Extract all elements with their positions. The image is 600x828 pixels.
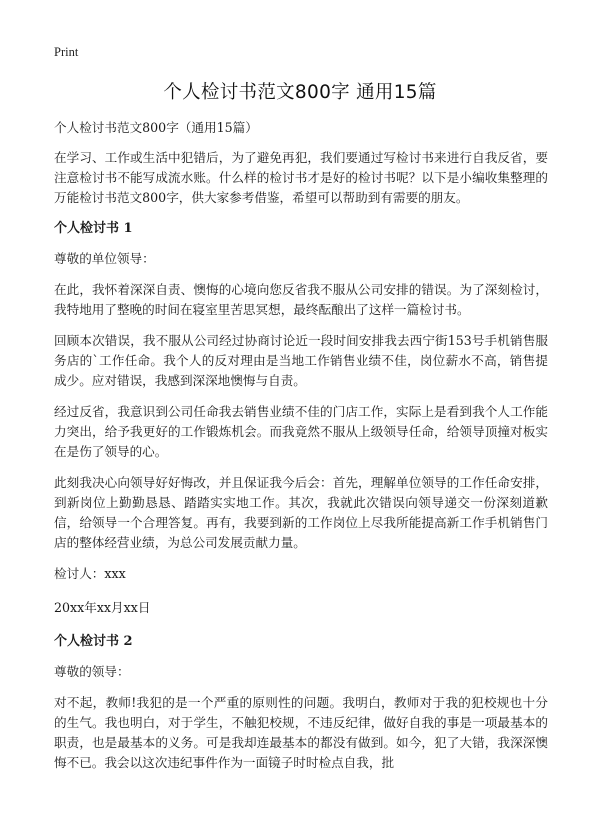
document-body xyxy=(54,118,548,784)
salutation-1: 尊敬的单位领导： xyxy=(54,251,155,266)
page-title: 个人检讨书范文800字 通用15篇 xyxy=(163,82,437,103)
section-1-paragraph: 在此，我怀着深深自责、懊悔的心境向您反省我不服从公司安排的错误。为了深刻检讨，我特地用了整晚的时间在寝室里苦思冥想，最终酝酿出了这样一篇检讨书。 xyxy=(54,282,548,317)
section-heading-1: 个人检讨书 1 xyxy=(54,221,133,236)
section-heading-2: 个人检讨书 2 xyxy=(54,634,133,649)
document-subtitle: 个人检讨书范文800字（通用15篇） xyxy=(54,120,258,135)
section-1-paragraph: 此刻我决心向领导好好悔改，并且保证我今后会：首先，理解单位领导的工作任命安排，到新岗位上勤勤恳恳、踏踏实实地工作。其次，我就此次错误向领导递交一份深刻道歉信，给领导一个合理答复。再有，我要到新的工作岗位上尽我所能提高新工作手机销售门店的整体经营业绩，为总公司发展贡献力量。 xyxy=(54,475,548,550)
print-link[interactable]: Print xyxy=(54,45,79,59)
section-1-paragraph: 经过反省，我意识到公司任命我去销售业绩不佳的门店工作，实际上是看到我个人工作能力突出，给予我更好的工作锻炼机会。而我竟然不服从上级领导任命，给领导顶撞对板实在是伤了领导的心。 xyxy=(54,404,548,459)
salutation-2: 尊敬的领导： xyxy=(54,664,130,679)
signature-line: 检讨人：xxx xyxy=(54,566,126,581)
date-line: 20xx年xx月xx日 xyxy=(54,600,151,615)
section-1-paragraph: 回顾本次错误，我不服从公司经过协商讨论近一段时间安排我去西宁街153号手机销售服务店的`工作任命。我个人的反对理由是当地工作销售业绩不佳，岗位薪水不高，销售提成少。应对错误，我感到深深地懊悔与自责。 xyxy=(54,333,548,388)
intro-paragraph: 在学习、工作或生活中犯错后，为了避免再犯，我们要通过写检讨书来进行自我反省，要注意检讨书不能写成流水账。什么样的检讨书才是好的检讨书呢？以下是小编收集整理的万能检讨书范文800字，供大家参考借鉴，希望可以帮助到有需要的朋友。 xyxy=(54,150,548,205)
section-2-paragraph: 对不起，教师!我犯的是一个严重的原则性的问题。我明白，教师对于我的犯校规也十分的生气。我也明白，对于学生，不触犯校规，不违反纪律，做好自我的事是一项最基本的职责，也是最基本的义务。可是我却连最基本的都没有做到。如今，犯了大错，我深深懊悔不已。我会以这次违纪事件作为一面镜子时时检点自我，批 xyxy=(54,695,548,770)
